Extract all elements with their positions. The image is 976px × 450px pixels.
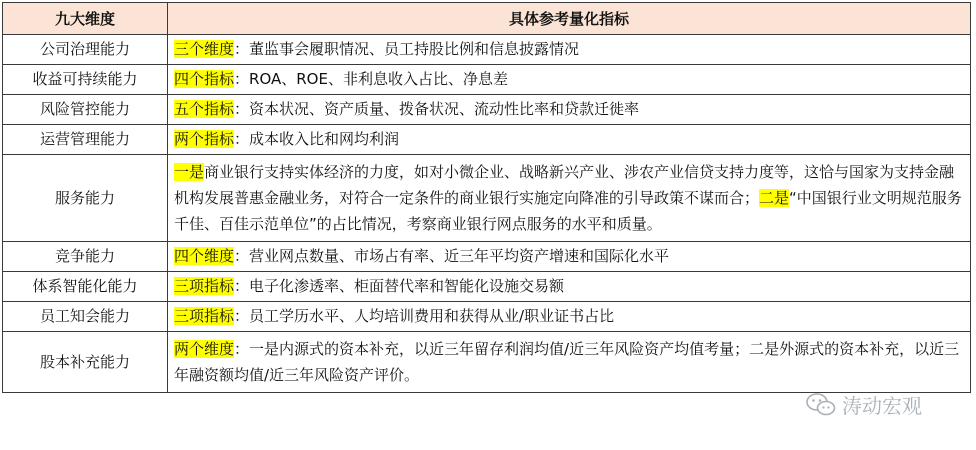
watermark xyxy=(806,390,922,419)
header-indicator: 具体参考量化指标 xyxy=(168,3,971,35)
indicator-table xyxy=(2,2,971,393)
wechat-icon xyxy=(806,392,836,418)
table-row xyxy=(3,95,971,125)
dimension-cell: 股本补充能力 xyxy=(3,332,168,393)
indicator-cell xyxy=(168,242,971,272)
highlight-label: 四个指标 xyxy=(174,70,235,88)
indicator-cell xyxy=(168,155,971,242)
dimension-cell: 收益可持续能力 xyxy=(3,65,168,95)
highlight-label: 五个指标 xyxy=(174,100,235,118)
indicator-cell xyxy=(168,332,971,393)
indicator-cell xyxy=(168,95,971,125)
indicator-cell xyxy=(168,65,971,95)
indicator-cell xyxy=(168,125,971,155)
header-dimension: 九大维度 xyxy=(3,3,168,35)
highlight-label: 三项指标 xyxy=(174,277,235,295)
highlight-label: 三个维度 xyxy=(174,40,235,58)
table-row xyxy=(3,242,971,272)
table-row xyxy=(3,125,971,155)
dimension-cell: 竞争能力 xyxy=(3,242,168,272)
table-row xyxy=(3,332,971,393)
table-row xyxy=(3,155,971,242)
highlight-label: 四个维度 xyxy=(174,247,235,265)
indicator-cell xyxy=(168,272,971,302)
indicator-text: ：电子化渗透率、柜面替代率和智能化设施交易额 xyxy=(234,277,565,295)
dimension-cell: 风险管控能力 xyxy=(3,95,168,125)
indicator-text: ：董监事会履职情况、员工持股比例和信息披露情况 xyxy=(234,40,580,58)
highlight-label: 两个指标 xyxy=(174,130,235,148)
table-row xyxy=(3,35,971,65)
dimension-cell: 运营管理能力 xyxy=(3,125,168,155)
indicator-cell xyxy=(168,35,971,65)
highlight-label: 三项指标 xyxy=(174,307,235,325)
highlight-label: 一是 xyxy=(174,163,205,181)
dimension-cell: 公司治理能力 xyxy=(3,35,168,65)
watermark-text: 涛动宏观 xyxy=(842,394,922,418)
dimension-cell: 员工知会能力 xyxy=(3,302,168,332)
table-row xyxy=(3,302,971,332)
indicator-text: ：营业网点数量、市场占有率、近三年平均资产增速和国际化水平 xyxy=(234,247,670,265)
indicator-text: ：员工学历水平、人均培训费用和获得从业/职业证书占比 xyxy=(234,307,615,325)
indicator-text: ：成本收入比和网均利润 xyxy=(234,130,400,148)
indicator-cell xyxy=(168,302,971,332)
highlight-label: 两个维度 xyxy=(174,340,235,358)
table-row xyxy=(3,65,971,95)
header-row xyxy=(3,3,971,35)
dimension-cell: 服务能力 xyxy=(3,155,168,242)
indicator-text: ：一是内源式的资本补充，以近三年留存利润均值/近三年风险资产均值考量；二是外源式的资本补充，以近三年融资额均值/近三年风险资产评价。 xyxy=(174,340,960,384)
indicator-text: 商业银行支持实体经济的力度，如对小微企业、战略新兴产业、涉农产业信贷支持力度等，这恰与国家为支持金融机构发展普惠金融业务，对符合一定条件的商业银行实施定向降准的引导政策不谋而合； xyxy=(174,163,955,207)
indicator-text-2: “中国银行业文明规范服务千佳、百佳示范单位”的占比情况，考察商业银行网点服务的水平和质量。 xyxy=(174,189,962,233)
indicator-text: ：资本状况、资产质量、拨备状况、流动性比率和贷款迁徙率 xyxy=(234,100,640,118)
highlight-label-2: 二是 xyxy=(759,189,790,207)
dimension-cell: 体系智能化能力 xyxy=(3,272,168,302)
indicator-text: ：ROA、ROE、非利息收入占比、净息差 xyxy=(234,70,508,88)
table-row xyxy=(3,272,971,302)
